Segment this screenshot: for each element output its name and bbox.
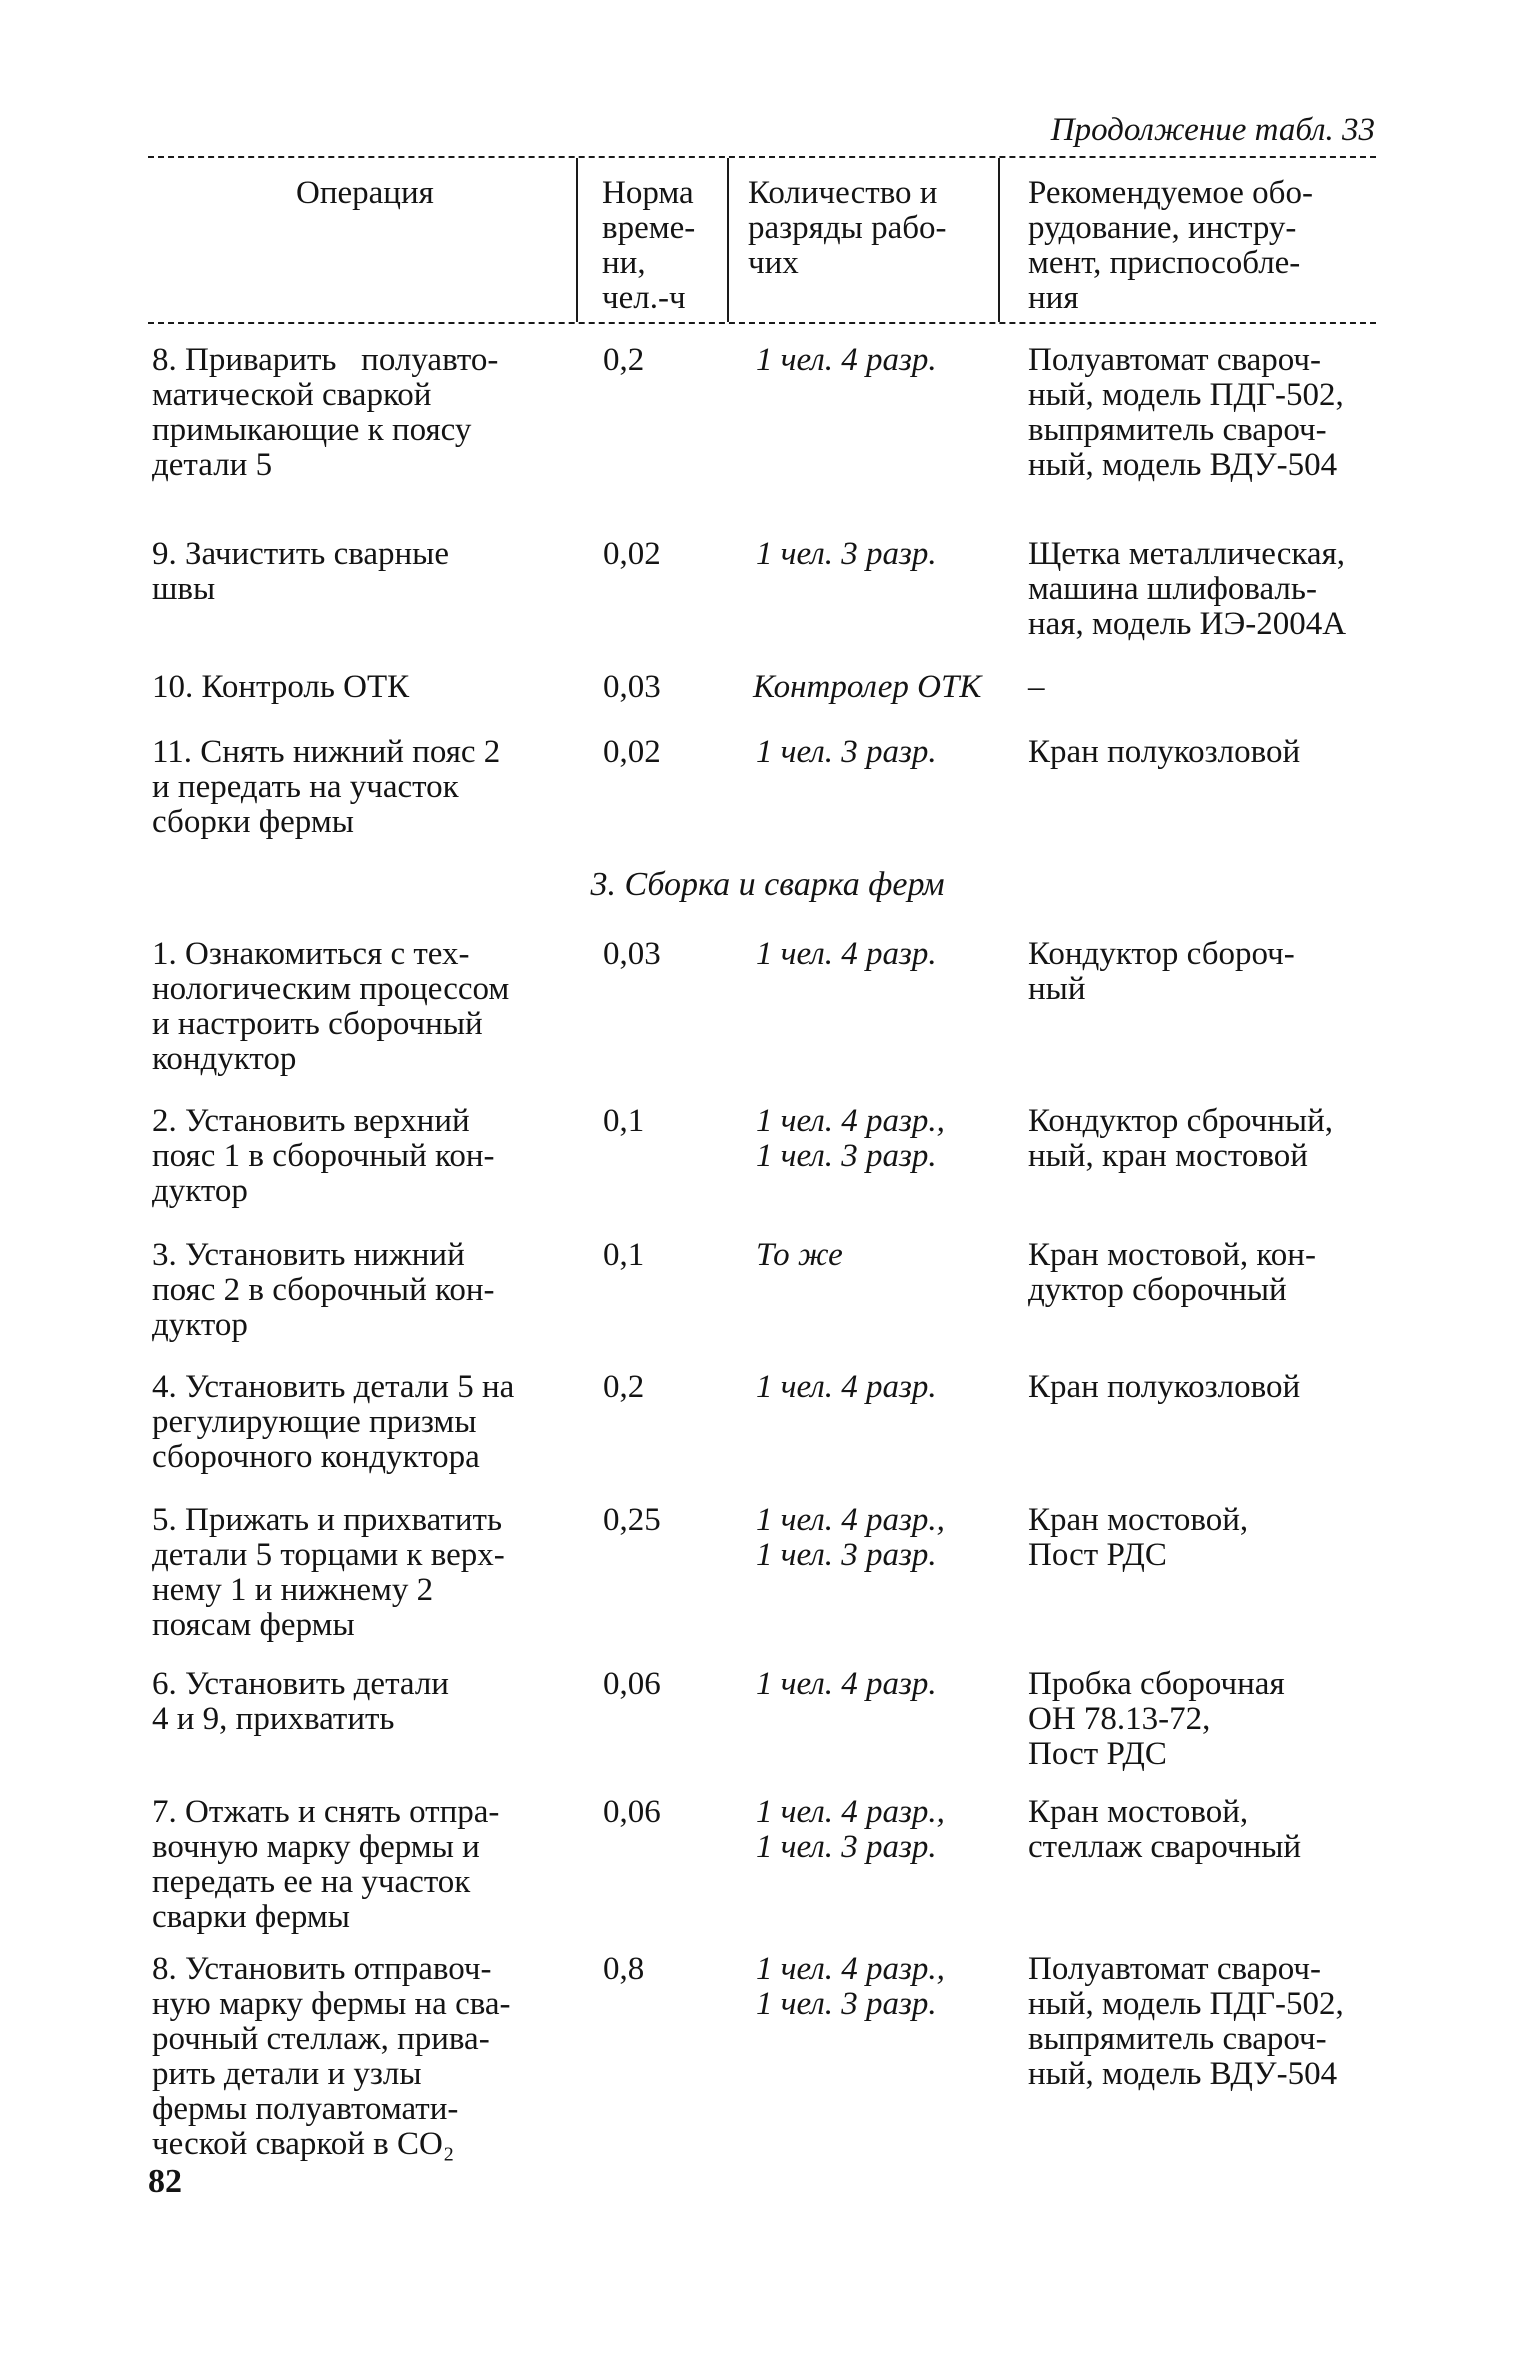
row-equipment: Пробка сборочная ОН 78.13-72, Пост РДС xyxy=(1028,1666,1285,1772)
row-operation: 11. Снять нижний пояс 2 и передать на участок сборки фермы xyxy=(152,734,501,840)
row-operation: 1. Ознакомиться с тех- нологическим процессом и настроить сборочный кондуктор xyxy=(152,936,510,1077)
row-operation: 3. Установить нижний пояс 2 в сборочный кон- дуктор xyxy=(152,1237,495,1343)
row-norm: 0,2 xyxy=(603,342,645,378)
row-norm: 0,1 xyxy=(603,1237,645,1273)
row-operation: 9. Зачистить сварные швы xyxy=(152,536,449,607)
row-equipment: – xyxy=(1028,669,1045,705)
header-divider-2 xyxy=(727,158,729,322)
row-workers: 1 чел. 4 разр., 1 чел. 3 разр. xyxy=(756,1502,945,1573)
table-top-rule xyxy=(148,156,1376,158)
row-operation: 4. Установить детали 5 на регулирующие призмы сборочного кондуктора xyxy=(152,1369,515,1475)
row-operation: 7. Отжать и снять отпра- вочную марку фермы и передать ее на участок сварки фермы xyxy=(152,1794,500,1935)
header-equipment: Рекомендуемое обо- рудование, инстру- мент, приспособле- ния xyxy=(1028,175,1313,316)
row-workers: 1 чел. 4 разр., 1 чел. 3 разр. xyxy=(756,1103,945,1174)
row-operation: 10. Контроль ОТК xyxy=(152,669,410,705)
row-operation: 2. Установить верхний пояс 1 в сборочный кон- дуктор xyxy=(152,1103,495,1209)
row-norm: 0,25 xyxy=(603,1502,661,1538)
row-operation: 6. Установить детали 4 и 9, прихватить xyxy=(152,1666,449,1737)
row-operation: 8. Установить отправоч- ную марку фермы на сва- рочный стеллаж, прива- рить детали и узлы фермы полуавтомати- ческой сваркой в СО₂ xyxy=(152,1951,511,2162)
row-equipment: Кран полукозловой xyxy=(1028,734,1301,770)
row-workers: 1 чел. 3 разр. xyxy=(756,536,937,572)
header-divider-1 xyxy=(576,158,578,322)
row-norm: 0,06 xyxy=(603,1666,661,1702)
page-number: 82 xyxy=(148,2163,182,2200)
header-bottom-rule xyxy=(148,322,1376,324)
row-norm: 0,03 xyxy=(603,669,661,705)
row-workers: 1 чел. 4 разр. xyxy=(756,1369,937,1405)
row-equipment: Полуавтомат свароч- ный, модель ПДГ-502, выпрямитель свароч- ный, модель ВДУ-504 xyxy=(1028,1951,1344,2092)
row-equipment: Кран полукозловой xyxy=(1028,1369,1301,1405)
row-equipment: Кондуктор сброчный, ный, кран мостовой xyxy=(1028,1103,1333,1174)
row-workers: 1 чел. 4 разр. xyxy=(756,1666,937,1702)
row-workers: 1 чел. 4 разр., 1 чел. 3 разр. xyxy=(756,1951,945,2022)
section-title: 3. Сборка и сварка ферм xyxy=(590,866,945,903)
row-workers: 1 чел. 4 разр. xyxy=(756,342,937,378)
row-norm: 0,02 xyxy=(603,734,661,770)
header-norm: Норма време- ни, чел.-ч xyxy=(602,175,696,316)
row-norm: 0,2 xyxy=(603,1369,645,1405)
row-workers: 1 чел. 4 разр., 1 чел. 3 разр. xyxy=(756,1794,945,1865)
table-continuation-caption: Продолжение табл. 33 xyxy=(1050,112,1375,148)
row-equipment: Кондуктор сбороч- ный xyxy=(1028,936,1295,1007)
row-norm: 0,02 xyxy=(603,536,661,572)
row-equipment: Полуавтомат свароч- ный, модель ПДГ-502, выпрямитель свароч- ный, модель ВДУ-504 xyxy=(1028,342,1344,483)
row-workers: 1 чел. 4 разр. xyxy=(756,936,937,972)
row-equipment: Щетка металлическая, машина шлифоваль- ная, модель ИЭ-2004А xyxy=(1028,536,1347,642)
row-norm: 0,03 xyxy=(603,936,661,972)
row-workers: То же xyxy=(756,1237,843,1273)
row-norm: 0,06 xyxy=(603,1794,661,1830)
row-norm: 0,1 xyxy=(603,1103,645,1139)
row-equipment: Кран мостовой, кон- дуктор сборочный xyxy=(1028,1237,1316,1308)
row-equipment: Кран мостовой, стеллаж сварочный xyxy=(1028,1794,1302,1865)
header-workers: Количество и разряды рабо- чих xyxy=(748,175,947,281)
row-workers: 1 чел. 3 разр. xyxy=(756,734,937,770)
row-norm: 0,8 xyxy=(603,1951,645,1987)
row-operation: 5. Прижать и прихватить детали 5 торцами к верх- нему 1 и нижнему 2 поясам фермы xyxy=(152,1502,505,1643)
row-operation: 8. Приварить полуавто- матической сваркой примыкающие к поясу детали 5 xyxy=(152,342,499,483)
row-workers: Контролер ОТК xyxy=(753,669,982,705)
header-divider-3 xyxy=(998,158,1000,322)
header-operation: Операция xyxy=(296,175,434,211)
row-equipment: Кран мостовой, Пост РДС xyxy=(1028,1502,1249,1573)
